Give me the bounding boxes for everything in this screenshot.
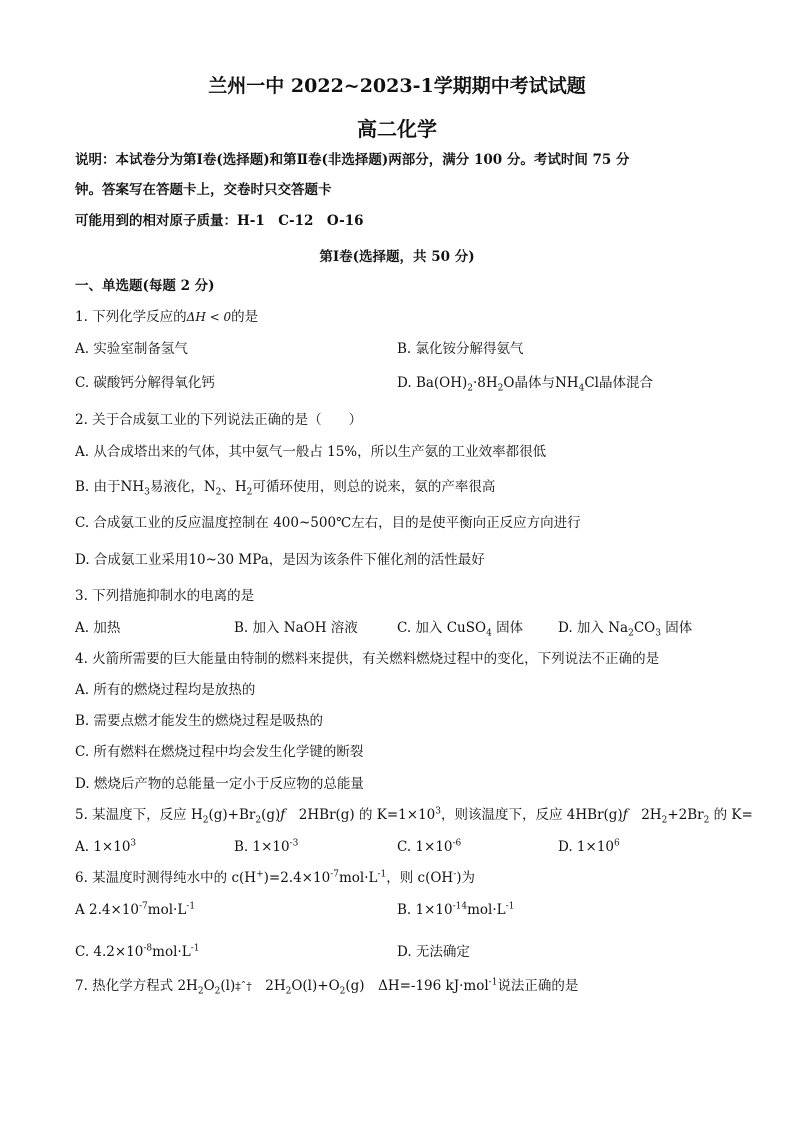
q5-option-c <box>397 838 461 856</box>
q3-option-a: A. 加热 <box>75 620 121 636</box>
q7-stem-5: O(l)+O <box>291 978 340 994</box>
q1-option-a: A. 实验室制备氢气 <box>75 341 188 357</box>
q6-stem-5: )为 <box>456 870 476 886</box>
q1-stem-pre: 1. 下列化学反应的 <box>75 309 187 325</box>
q3-c-1: C. 加入 CuSO <box>397 620 487 636</box>
q5-stem-5: ，则该温度下，反应 4HBr(g) <box>441 807 623 823</box>
q2-d-1: D. 合成氨工业采用 <box>75 552 189 568</box>
q2-b-f2: N <box>203 479 216 495</box>
q6-c-sup2: -1 <box>190 943 200 954</box>
question-5-stem <box>75 806 753 824</box>
instructions-line-2: 钟。答案写在答题卡上，交卷时只交答题卡 <box>75 182 332 198</box>
q1-d-s1: 2 <box>467 383 474 394</box>
q3-c-s: 4 <box>486 628 492 639</box>
q5-s1: 2 <box>202 815 209 826</box>
question-1-stem <box>75 308 258 326</box>
q1-d-pre: D. <box>397 375 416 391</box>
q6-option-b <box>397 901 514 919</box>
q6-b-sup1: -14 <box>452 901 468 912</box>
q6-option-a <box>75 901 195 919</box>
q1-stem-post: 的是 <box>231 309 259 325</box>
q2-option-b <box>75 478 495 496</box>
q5-d: D. 1×10 <box>558 839 615 855</box>
q5-s2: 2 <box>255 815 262 826</box>
q7-stem-3: (l) <box>220 978 236 994</box>
q7-s2: 2 <box>214 986 221 997</box>
equilibrium-arrow-icon: ƒ <box>280 807 286 823</box>
q2-b-3: 、 <box>221 479 235 495</box>
q2-b-f1: NH <box>120 479 145 495</box>
q5-b: B. 1×10 <box>234 839 290 855</box>
q1-d-mid: 晶体与 <box>514 375 555 391</box>
q5-s4: 2 <box>703 815 710 826</box>
q1-d-s3: 4 <box>578 383 585 394</box>
q6-c-1: C. 4.2×10 <box>75 944 144 960</box>
q6-a-1: A 2.4×10 <box>75 902 139 918</box>
q6-stem-1: 6. 某温度时测得纯水中的 c(H <box>75 870 257 886</box>
q5-option-b <box>234 838 298 856</box>
q4-option-c: C. 所有燃料在燃烧过程中均会发生化学键的断裂 <box>75 744 364 760</box>
q3-option-c <box>397 619 523 637</box>
q5-option-d <box>558 838 620 856</box>
q1-stem-formula: ΔH < 0 <box>186 310 232 324</box>
q3-c-2: 固体 <box>491 620 524 636</box>
q1-d-post: 晶体混合 <box>598 375 653 391</box>
question-3-stem: 3. 下列措施抑制水的电离的是 <box>75 588 255 604</box>
q5-option-a <box>75 838 136 856</box>
q5-s3: 2 <box>661 815 668 826</box>
q6-b-sup2: -1 <box>505 901 515 912</box>
q2-b-4: 可循环使用，则总的说来，氨的产率很高 <box>252 479 496 495</box>
q3-option-b: B. 加入 NaOH 溶液 <box>234 620 358 636</box>
question-2-stem: 2. 关于合成氨工业的下列说法正确的是（ ） <box>75 412 363 428</box>
q7-stem-6: (g) ΔH=-196 kJ·mol <box>345 978 489 994</box>
q4-option-b: B. 需要点燃才能发生的燃烧过程是吸热的 <box>75 713 324 729</box>
q2-b-s1: 3 <box>144 487 150 498</box>
q2-b-2: 易液化， <box>149 479 204 495</box>
q3-d-s2: 3 <box>655 628 661 639</box>
q7-stem-2: O <box>203 978 215 994</box>
q4-option-a: A. 所有的燃烧过程均是放热的 <box>75 682 256 698</box>
q3-d-3: 固体 <box>660 620 693 636</box>
q5-a-sup: 3 <box>130 838 137 849</box>
q7-s1: 2 <box>197 986 204 997</box>
q6-b-2: mol·L <box>467 902 506 918</box>
q5-stem-6: 2H <box>627 807 662 823</box>
reversible-arrow-icon: ‡ˆ† <box>235 980 252 993</box>
q7-s4: 2 <box>339 986 346 997</box>
q5-stem-7: +2Br <box>667 807 704 823</box>
q2-b-f3: H <box>234 479 247 495</box>
q3-d-s1: 2 <box>628 628 634 639</box>
q6-c-2: mol·L <box>152 944 191 960</box>
q7-s3: 2 <box>285 986 292 997</box>
q6-stem-2: )=2.4×10 <box>263 870 331 886</box>
part-one-heading: 第Ⅰ卷(选择题，共 50 分) <box>319 249 475 265</box>
q2-b-s2: 2 <box>215 487 222 498</box>
q2-option-d <box>75 551 485 569</box>
q6-a-sup2: -1 <box>186 901 196 912</box>
q6-sup4: - <box>453 869 457 880</box>
q3-d-2: CO <box>633 620 656 636</box>
q3-d-1: D. 加入 Na <box>558 620 629 636</box>
atomic-mass-line: 可能用到的相对原子质量：H-1 C-12 O-16 <box>75 213 364 229</box>
q2-option-a: A. 从合成塔出来的气体，其中氨气一般占 15%，所以生产氨的工业效率都很低 <box>75 444 547 460</box>
q5-stem-8: 的 K= <box>709 807 753 823</box>
q6-sup2: -7 <box>330 869 339 880</box>
q6-c-sup1: -8 <box>143 943 153 954</box>
q1-d-m5: Cl <box>584 375 599 391</box>
q5-d-sup: 6 <box>614 838 620 849</box>
section-heading: 一、单选题(每题 2 分) <box>75 278 215 294</box>
q6-a-sup1: -7 <box>139 901 148 912</box>
q1-d-m1: Ba(OH) <box>415 375 468 391</box>
q5-sup1: 3 <box>435 806 441 817</box>
q1-d-m4: NH <box>554 375 579 391</box>
q1-d-s2: 2 <box>497 383 504 394</box>
q3-option-d <box>558 619 692 637</box>
instructions-line-1: 说明：本试卷分为第Ⅰ卷(选择题)和第Ⅱ卷(非选择题)两部分，满分 100 分。考试时间 75 分 <box>75 152 630 168</box>
q7-sup1: -1 <box>488 977 498 988</box>
q6-b-1: B. 1×10 <box>397 902 453 918</box>
q1-option-b: B. 氯化铵分解得氨气 <box>397 341 524 357</box>
q5-stem-1: 5. 某温度下，反应 H <box>75 807 203 823</box>
q1-option-c: C. 碳酸钙分解得氧化钙 <box>75 375 215 391</box>
q6-sup3: -1 <box>377 869 387 880</box>
question-4-stem: 4. 火箭所需要的巨大能量由特制的燃料来提供，有关燃料燃烧过程中的变化，下列说法不正确的是 <box>75 651 660 667</box>
q6-a-2: mol·L <box>147 902 187 918</box>
q6-option-d: D. 无法确定 <box>397 944 470 960</box>
q2-b-1: B. 由于 <box>75 479 121 495</box>
q7-stem-7: 说法正确的是 <box>497 978 579 994</box>
question-6-stem <box>75 869 475 887</box>
q5-stem-2: (g)+Br <box>208 807 256 823</box>
q4-option-d: D. 燃烧后产物的总能量一定小于反应物的总能量 <box>75 776 364 792</box>
q5-c: C. 1×10 <box>397 839 453 855</box>
q5-stem-4: 2HBr(g) 的 K=1×10 <box>285 807 436 823</box>
q7-stem-1: 7. 热化学方程式 2H <box>75 978 198 994</box>
q1-d-m3: O <box>503 375 515 391</box>
exam-title: 兰州一中 2022~2023-1学期期中考试试题 <box>208 75 586 97</box>
q6-stem-4: ，则 c(OH <box>386 870 454 886</box>
q5-a: A. 1×10 <box>75 839 131 855</box>
subject-title: 高二化学 <box>357 117 437 141</box>
q6-sup1: + <box>256 869 264 880</box>
q5-c-sup: -6 <box>452 838 462 849</box>
q2-d-formula: 10~30 MPa <box>188 552 269 568</box>
q1-d-m2: ·8H <box>473 375 498 391</box>
q2-b-s3: 2 <box>246 487 253 498</box>
equilibrium-arrow-icon: ƒ <box>622 807 628 823</box>
q5-b-sup: -3 <box>289 838 299 849</box>
q6-option-c <box>75 943 199 961</box>
question-7-stem <box>75 977 578 996</box>
q2-d-2: ，是因为该条件下催化剂的活性最好 <box>268 552 485 568</box>
q6-stem-3: mol·L <box>338 870 378 886</box>
q7-stem-4: 2H <box>251 978 286 994</box>
q2-option-c: C. 合成氨工业的反应温度控制在 400~500℃左右，目的是使平衡向正反应方向进行 <box>75 515 581 531</box>
q1-option-d <box>397 374 653 392</box>
q5-stem-3: (g) <box>261 807 281 823</box>
